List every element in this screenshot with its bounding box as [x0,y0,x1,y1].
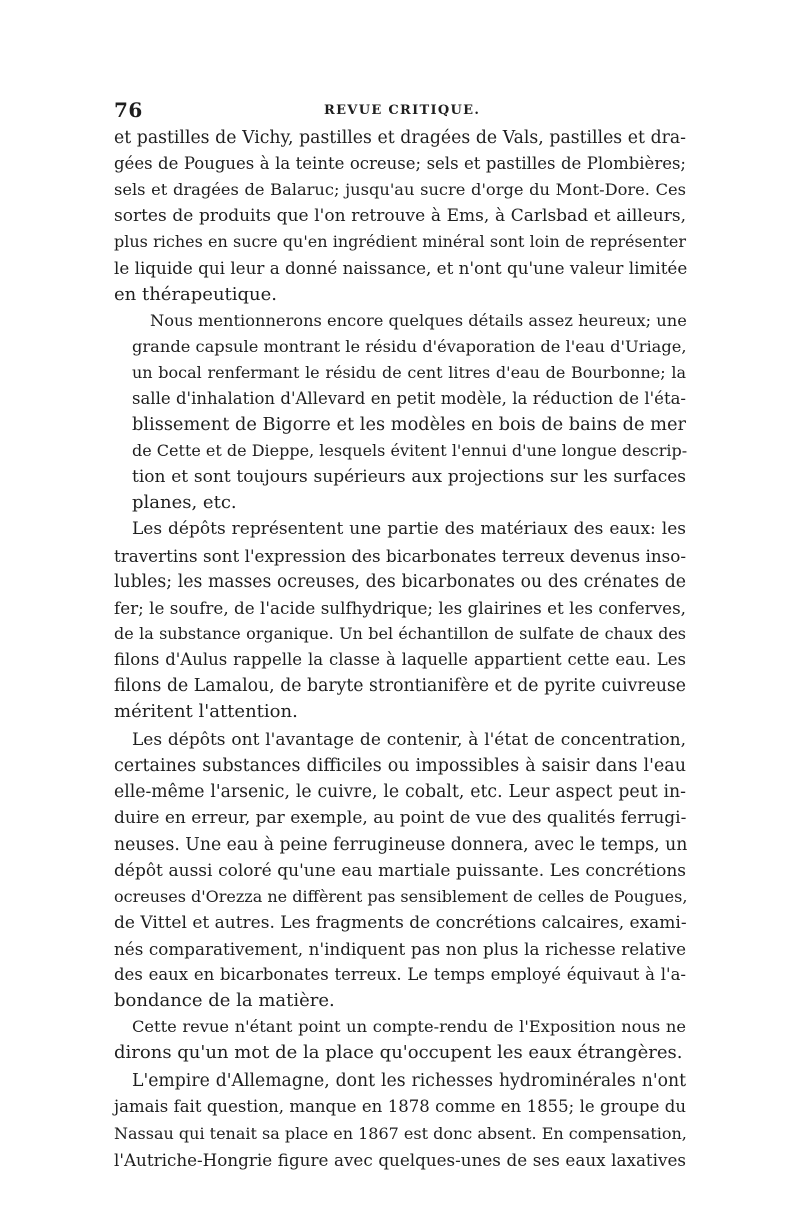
text-line: sels et dragées de Balaruc; jusqu'au sucre d'orge du Mont-Dore. Ces [114,180,686,200]
text-line: neuses. Une eau à peine ferrugineuse donnera, avec le temps, un [114,834,688,855]
text-line: filons de Lamalou, de baryte strontianifère et de pyrite cuivreuse [114,675,686,696]
text-line: Nassau qui tenait sa place en 1867 est donc absent. En compensation, [114,1123,687,1143]
text-line: en thérapeutique. [114,283,278,305]
page-header [114,98,684,122]
text-line: fer; le soufre, de l'acide sulfhydrique; les glairines et les conferves, [114,597,686,618]
paragraph-1 [114,125,686,308]
text-line: duire en erreur, par exemple, au point de vue des qualités ferrugi- [114,808,687,829]
text-line: ocreuses d'Orezza ne diffèrent pas sensiblement de celles de Pougues, [114,886,688,906]
text-line: Cette revue n'étant point un compte-rendu de l'Exposition nous ne [132,1017,686,1037]
text-line: grande capsule montrant le résidu d'évaporation de l'eau d'Uriage, [132,336,687,356]
text-line: de Cette et de Dieppe, lesquels évitent l'ennui d'une longue descrip- [132,441,688,461]
text-line: nés comparativement, n'indiquent pas non plus la richesse relative [114,938,686,959]
text-line: dépôt aussi coloré qu'une eau martiale puissante. Les concrétions [114,860,686,881]
text-line: bondance de la matière. [114,990,335,1012]
text-line: de la substance organique. Un bel échantillon de sulfate de chaux des [114,623,686,643]
paragraph-2 [114,308,686,517]
text-line: tion et sont toujours supérieurs aux projections sur les surfaces [132,467,686,488]
text-line: un bocal renfermant le résidu de cent litres d'eau de Bourbonne; la [132,362,686,382]
text-line: l'Autriche-Hongrie figure avec quelques-unes de ses eaux laxatives [114,1149,686,1170]
text-line: le liquide qui leur a donné naissance, et n'ont qu'une valeur limitée [114,258,688,279]
paragraph-3 [114,516,686,725]
page-number: 76 [114,98,143,122]
text-line: méritent l'attention. [114,701,298,723]
text-line: travertins sont l'expression des bicarbonates terreux devenus inso- [114,545,686,566]
text-line: gées de Pougues à la teinte ocreuse; sels et pastilles de Plombières; [114,154,686,174]
text-line: plus riches en sucre qu'en ingrédient minéral sont loin de représenter [114,232,686,252]
paragraph-5 [114,1014,686,1066]
paragraph-4 [114,727,686,1014]
text-line: de Vittel et autres. Les fragments de concrétions calcaires, exami- [114,912,687,933]
text-line: sortes de produits que l'on retrouve à Ems, à Carlsbad et ailleurs, [114,206,686,227]
text-line: elle-même l'arsenic, le cuivre, le cobalt, etc. Leur aspect peut in- [114,782,686,803]
text-line: salle d'inhalation d'Allevard en petit modèle, la réduction de l'éta- [132,388,686,408]
running-head: REVUE CRITIQUE. [324,103,481,118]
text-line: blissement de Bigorre et les modèles en bois de bains de mer [132,415,686,436]
text-line: L'empire d'Allemagne, dont les richesses hydrominérales n'ont [132,1071,686,1092]
text-line: et pastilles de Vichy, pastilles et dragées de Vals, pastilles et dra- [114,128,686,148]
text-line: Les dépôts représentent une partie des matériaux des eaux: les [132,519,686,540]
body-text [114,125,686,1173]
text-line: Les dépôts ont l'avantage de contenir, à l'état de concentration, [132,730,686,751]
text-line: filons d'Aulus rappelle la classe à laquelle appartient cette eau. Les [114,649,686,669]
paragraph-6 [114,1068,686,1172]
text-line: Nous mentionnerons encore quelques détails assez heureux; une [150,310,687,330]
text-line: jamais fait question, manque en 1878 comme en 1855; le groupe du [114,1097,686,1117]
text-line: planes, etc. [132,492,237,514]
text-line: lubles; les masses ocreuses, des bicarbonates ou des crénates de [114,571,686,592]
text-line: dirons qu'un mot de la place qu'occupent les eaux étrangères. [114,1042,683,1064]
text-line: certaines substances difficiles ou impossibles à saisir dans l'eau [114,756,686,777]
text-line: des eaux en bicarbonates terreux. Le temps employé équivaut à l'a- [114,965,686,984]
